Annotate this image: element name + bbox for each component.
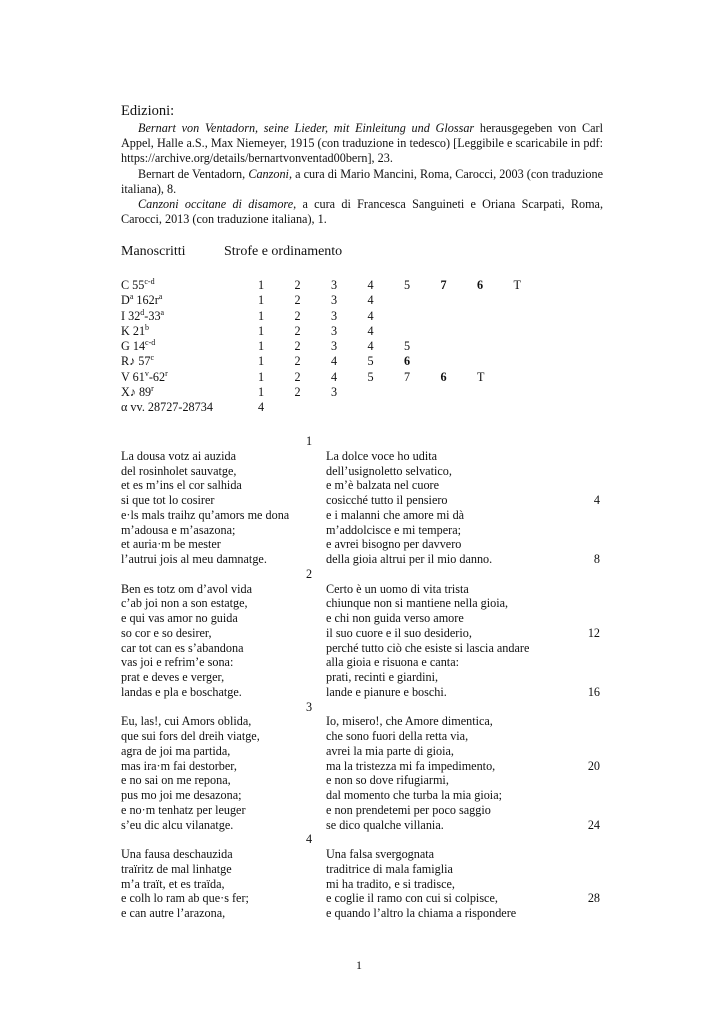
stanza-order-cell: 3 bbox=[331, 278, 338, 292]
occitan-verse: m’a traït, et es traïda, bbox=[121, 876, 225, 891]
stanza-order-cell: 1 bbox=[258, 323, 265, 338]
occitan-verse: car tot can es s’abandona bbox=[121, 640, 244, 655]
occitan-verse: e·ls mals traihz qu’amors me dona bbox=[121, 507, 290, 522]
occitan-verse: Ben es totz om d’avol vida bbox=[121, 581, 252, 596]
occitan-verse: landas e pla e boschatge. bbox=[121, 684, 242, 699]
stanza-order-cell: 4 bbox=[367, 339, 374, 354]
stanza-number: 1 bbox=[305, 434, 313, 448]
occitan-verse: traïritz de mal linhatge bbox=[121, 861, 232, 876]
manuscript-row bbox=[121, 400, 550, 415]
manuscript-row bbox=[121, 370, 550, 385]
italian-verse: Io, misero!, che Amore dimentica, bbox=[326, 714, 493, 729]
stanza-order-cell: 5 bbox=[404, 339, 411, 354]
occitan-verse: vas joi e refrim’e sona: bbox=[121, 655, 234, 670]
stanza-order-cell: 6 bbox=[440, 369, 447, 384]
stanza-order-cell: 6 bbox=[477, 278, 484, 292]
stanza-order-cell: 4 bbox=[331, 369, 338, 384]
line-number: 20 bbox=[587, 758, 600, 773]
occitan-verse: e no·m tenhatz per leuger bbox=[121, 802, 246, 817]
edition-title: Canzoni bbox=[248, 166, 289, 181]
stanza-order-cell: 3 bbox=[331, 339, 338, 354]
stanza-number: 3 bbox=[305, 699, 313, 714]
stanza-order-cell: 5 bbox=[367, 369, 374, 384]
italian-verse: e quando l’altro la chiama a rispondere bbox=[326, 906, 517, 920]
occitan-verse: e qui vas amor no guida bbox=[121, 611, 238, 625]
italian-verse: e coglie il ramo con cui si colpisce, bbox=[326, 891, 498, 906]
occitan-verse: et es m’ins el cor salhida bbox=[121, 478, 242, 493]
manuscript-siglum: $D^a$ $162r^a$ bbox=[121, 292, 163, 308]
page-number: 1 bbox=[356, 958, 362, 972]
italian-verse: prati, recinti e giardini, bbox=[326, 670, 439, 684]
stanza-order-cell: 2 bbox=[294, 339, 301, 354]
italian-verse: perché tutto ciò che esiste si lascia andare bbox=[326, 640, 530, 655]
manuscript-siglum: K 21$^b$ bbox=[121, 322, 150, 338]
edition-title: Bernart von Ventadorn, seine Lieder, mit Einleitung und Glossar bbox=[138, 121, 475, 135]
italian-verse: lande e pianure e boschi. bbox=[326, 684, 447, 699]
italian-verse: e avrei bisogno per davvero bbox=[326, 537, 462, 552]
line-number: 8 bbox=[593, 552, 600, 566]
manuscript-row bbox=[121, 278, 550, 293]
italian-verse: e non prendetemi per poco saggio bbox=[326, 802, 491, 817]
stanza-order-cell: 1 bbox=[258, 385, 265, 400]
stanza-order-cell: 2 bbox=[294, 293, 301, 308]
stanza-order-cell: 3 bbox=[331, 385, 338, 400]
order-heading: Strofe e ordinamento bbox=[224, 244, 343, 259]
italian-verse: dell’usignoletto selvatico, bbox=[326, 463, 452, 478]
line-number: 16 bbox=[587, 684, 600, 699]
occitan-verse: prat e deves e verger, bbox=[121, 670, 225, 684]
stanza-order-cell: 4 bbox=[367, 323, 374, 338]
italian-verse: cosicché tutto il pensiero bbox=[326, 493, 448, 507]
manuscript-row bbox=[121, 339, 550, 354]
manuscript-siglum: C 55$^{c-d}$ bbox=[121, 276, 155, 292]
occitan-verse: agra de joi ma partida, bbox=[121, 743, 231, 758]
manuscript-siglum: I 32$^d$-33$^a$ bbox=[121, 307, 165, 323]
italian-verse: Certo è un uomo di vita trista bbox=[326, 581, 469, 596]
italian-verse: alla gioia e risuona e canta: bbox=[326, 655, 459, 670]
occitan-verse: et auria·m be mester bbox=[121, 537, 221, 552]
stanza-order-cell: 2 bbox=[294, 323, 301, 338]
occitan-verse: c’ab joi non a son estatge, bbox=[121, 596, 248, 611]
italian-verse: che sono fuori della retta via, bbox=[326, 729, 469, 743]
stanza-order-cell: 5 bbox=[404, 278, 411, 292]
line-number: 24 bbox=[587, 817, 600, 832]
occitan-verse: que sui fors del dreih viatge, bbox=[121, 729, 260, 743]
manuscripts-table bbox=[121, 278, 550, 416]
stanza-order-cell: 2 bbox=[294, 354, 301, 369]
italian-verse: mi ha tradito, e si tradisce, bbox=[326, 876, 455, 891]
line-number: 4 bbox=[593, 493, 600, 507]
occitan-verse: del rosinholet sauvatge, bbox=[121, 463, 237, 478]
line-number: 12 bbox=[587, 625, 600, 640]
occitan-verse: e no sai on me repona, bbox=[121, 773, 231, 788]
italian-verse: avrei la mia parte di gioia, bbox=[326, 743, 454, 758]
stanza-order-cell: 1 bbox=[258, 278, 265, 292]
italian-verse: ma la tristezza mi fa impedimento, bbox=[326, 758, 496, 773]
stanza-order-cell: 3 bbox=[331, 323, 338, 338]
stanza-order-cell: 4 bbox=[367, 293, 374, 308]
stanza-order-cell: 4 bbox=[258, 400, 265, 415]
stanza-order-cell: 3 bbox=[331, 293, 338, 308]
edition-author: Bernart de Ventadorn, bbox=[138, 166, 249, 181]
manuscript-siglum: R♪ 57$^c$ bbox=[121, 353, 155, 369]
stanza-order-cell: T bbox=[513, 278, 521, 292]
italian-verse: se dico qualche villania. bbox=[326, 817, 444, 832]
edition-details: herausgegeben von Carl Appel, Halle a.S., Max Niemeyer, 1915 (con traduzione in tedesco) [Leggibile e scaricabile in pdf: https://archive.org/details/bernartvonventad00bern], 23. bbox=[121, 121, 603, 166]
occitan-verse: s’eu dic alcu vilanatge. bbox=[121, 817, 234, 832]
stanza-order-cell: 7 bbox=[404, 369, 411, 384]
edition-title: Canzoni occitane di disamore bbox=[138, 197, 294, 212]
occitan-verse: La dousa votz ai auzida bbox=[121, 448, 237, 463]
edition-entry bbox=[121, 167, 603, 197]
italian-verse: e m’è balzata nel cuore bbox=[326, 478, 440, 493]
stanza-order-cell: 1 bbox=[258, 293, 265, 308]
manuscript-row bbox=[121, 385, 550, 400]
italian-verse: della gioia altrui per il mio danno. bbox=[326, 552, 493, 566]
edition-entry bbox=[121, 197, 603, 227]
occitan-verse: m’adousa e m’asazona; bbox=[121, 522, 236, 537]
stanza-order-cell: 1 bbox=[258, 369, 265, 384]
occitan-verse: Eu, las!, cui Amors oblida, bbox=[121, 714, 252, 729]
stanza-order-cell: 7 bbox=[440, 278, 447, 292]
stanza-order-cell: 2 bbox=[294, 278, 301, 292]
manuscript-siglum: X♪ 89$^r$ bbox=[121, 384, 154, 400]
edition-details: , a cura di Mario Mancini, Roma, Carocci, 2003 (con traduzione italiana), 8. bbox=[121, 166, 604, 196]
stanza-order-cell: T bbox=[477, 369, 485, 384]
italian-verse: La dolce voce ho udita bbox=[326, 448, 437, 463]
stanza-number: 4 bbox=[305, 832, 313, 847]
occitan-verse: e colh lo ram ab que·s fer; bbox=[121, 891, 249, 906]
occitan-verse: e can autre l’arazona, bbox=[121, 906, 226, 920]
stanza-order-cell: 1 bbox=[258, 354, 265, 369]
manuscript-row bbox=[121, 309, 550, 324]
occitan-verse: si que tot lo cosirer bbox=[121, 493, 215, 507]
line-number: 28 bbox=[587, 891, 600, 906]
italian-verse: m’addolcisce e mi tempera; bbox=[326, 522, 462, 537]
italian-verse: il suo cuore e il suo desiderio, bbox=[326, 625, 472, 640]
occitan-verse: so cor e so desirer, bbox=[121, 625, 212, 640]
italian-verse: Una falsa svergognata bbox=[326, 847, 435, 861]
manuscripts-heading: Manoscritti bbox=[121, 244, 186, 259]
stanza-order-cell: 3 bbox=[331, 308, 338, 323]
manuscript-row bbox=[121, 293, 550, 308]
editions-list bbox=[121, 121, 603, 227]
manuscript-siglum: G 14$^{c-d}$ bbox=[121, 338, 156, 354]
italian-verse: e non so dove rifugiarmi, bbox=[326, 773, 449, 788]
stanza-order-cell: 1 bbox=[258, 339, 265, 354]
edition-entry bbox=[121, 121, 603, 167]
stanza-order-cell: 6 bbox=[404, 354, 411, 369]
stanza-order-cell: 2 bbox=[294, 308, 301, 323]
italian-verse: traditrice di mala famiglia bbox=[326, 861, 453, 876]
stanza-order-cell: 4 bbox=[367, 308, 374, 323]
stanza-order-cell: 4 bbox=[331, 354, 338, 369]
editions-heading: Edizioni: bbox=[121, 103, 175, 119]
italian-verse: chiunque non si mantiene nella gioia, bbox=[326, 596, 509, 611]
stanza-order-cell: 2 bbox=[294, 385, 301, 400]
manuscript-siglum: V 61$^v$-62$^r$ bbox=[121, 368, 168, 384]
edition-details: , a cura di Francesca Sanguineti e Oriana Scarpati, Roma, Carocci, 2013 (con traduzione italiana), 1. bbox=[121, 197, 604, 227]
stanza-order-cell: 4 bbox=[367, 278, 374, 292]
manuscript-row bbox=[121, 324, 550, 339]
manuscript-row bbox=[121, 354, 550, 369]
stanza-order-cell: 1 bbox=[258, 308, 265, 323]
italian-verse: e chi non guida verso amore bbox=[326, 611, 464, 625]
manuscript-siglum: α vv. 28727-28734 bbox=[121, 400, 213, 415]
occitan-verse: mas ira·m fai destorber, bbox=[121, 758, 237, 773]
italian-verse: e i malanni che amore mi dà bbox=[326, 507, 465, 522]
occitan-verse: l’autrui jois al meu damnatge. bbox=[121, 552, 267, 566]
italian-verse: dal momento che turba la mia gioia; bbox=[326, 788, 502, 802]
occitan-verse: Una fausa deschauzida bbox=[121, 847, 233, 861]
occitan-verse: pus mo joi me desazona; bbox=[121, 788, 242, 802]
stanza-number: 2 bbox=[305, 566, 313, 581]
stanza-order-cell: 2 bbox=[294, 369, 301, 384]
stanza-order-cell: 5 bbox=[367, 354, 374, 369]
